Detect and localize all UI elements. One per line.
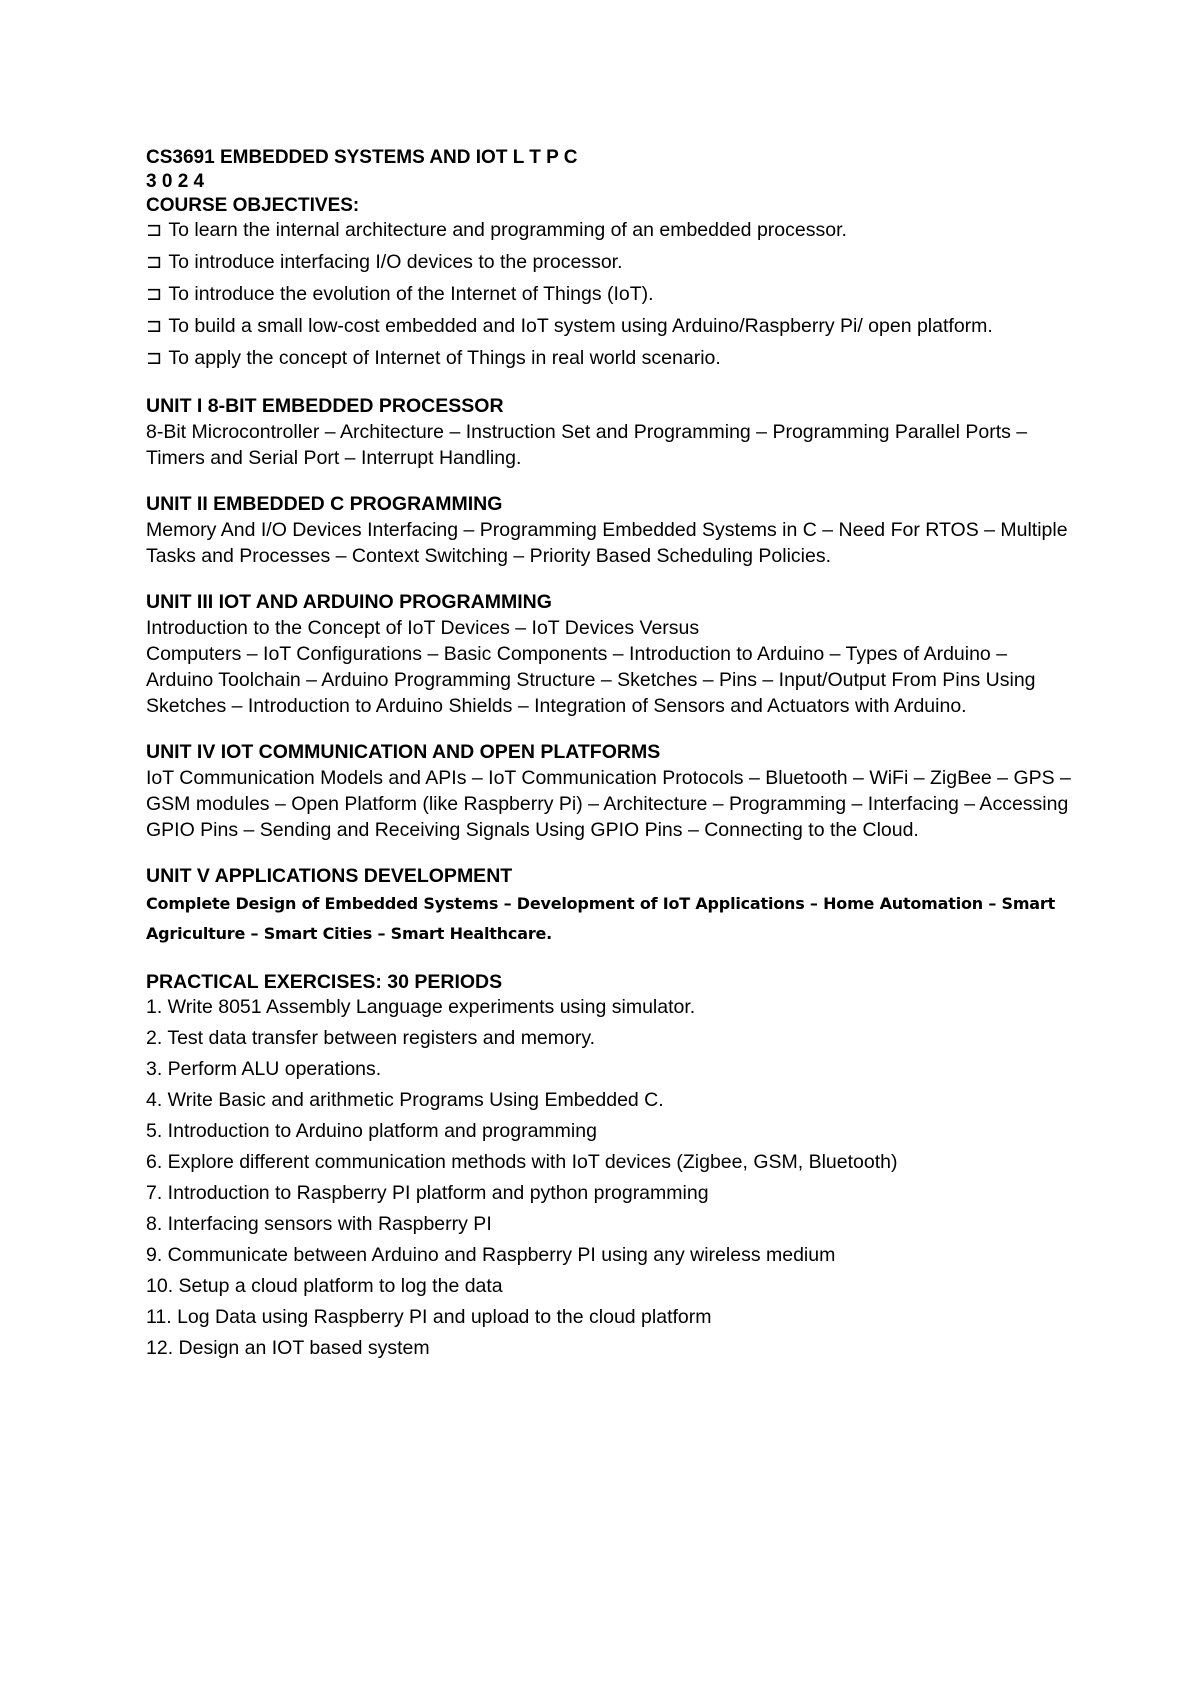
objective-text: To introduce the evolution of the Internet of Things (IoT). — [168, 283, 654, 305]
objective-item — [146, 346, 1076, 371]
bullet-icon: ⊐ — [146, 251, 163, 273]
objective-item — [146, 282, 1076, 307]
unit-1-section — [146, 394, 1076, 471]
exercise-item: 4. Write Basic and arithmetic Programs Using Embedded C. — [146, 1089, 664, 1111]
objective-item — [146, 218, 1076, 243]
unit-3-section — [146, 590, 1076, 719]
objectives-heading: COURSE OBJECTIVES: — [146, 195, 360, 216]
exercise-item: 1. Write 8051 Assembly Language experiments using simulator. — [146, 996, 696, 1018]
bullet-icon: ⊐ — [146, 315, 163, 337]
objectives-list — [146, 218, 1076, 371]
bullet-icon: ⊐ — [146, 347, 163, 369]
unit-2-heading: UNIT II EMBEDDED C PROGRAMMING — [146, 493, 503, 515]
exercise-item: 8. Interfacing sensors with Raspberry PI — [146, 1213, 492, 1235]
exercise-item: 11. Log Data using Raspberry PI and upload to the cloud platform — [146, 1306, 712, 1328]
unit-2-section — [146, 492, 1076, 569]
exercise-item: 12. Design an IOT based system — [146, 1337, 430, 1359]
unit-4-section — [146, 740, 1076, 843]
course-credits: 3 0 2 4 — [146, 171, 205, 192]
unit-3-body: Computers – IoT Configurations – Basic Components – Introduction to Arduino – Types of Arduino – Arduino Toolchain – Arduino Programming Structure – Sketches – Pins – Input/Output From Pins Using Sketches – Introduction to Arduino Shields – Integration of Sensors and Actuators with Arduino. — [146, 643, 1036, 717]
unit-4-body: IoT Communication Models and APIs – IoT Communication Protocols – Bluetooth – WiFi – ZigBee – GPS – GSM modules – Open Platform (like Raspberry Pi) – Architecture – Programming – Interfacing – Accessing GPIO Pins – Sending and Receiving Signals Using GPIO Pins – Connecting to the Cloud. — [146, 767, 1071, 841]
unit-5-heading: UNIT V APPLICATIONS DEVELOPMENT — [146, 865, 513, 887]
practical-heading: PRACTICAL EXERCISES: 30 PERIODS — [146, 971, 503, 993]
unit-1-heading: UNIT I 8-BIT EMBEDDED PROCESSOR — [146, 395, 504, 417]
objective-item — [146, 250, 1076, 275]
objective-text: To introduce interfacing I/O devices to the processor. — [168, 251, 623, 273]
unit-2-body: Memory And I/O Devices Interfacing – Programming Embedded Systems in C – Need For RTOS – Multiple Tasks and Processes – Context Switching – Priority Based Scheduling Policies. — [146, 519, 1068, 567]
objective-item — [146, 314, 1076, 339]
exercise-item: 7. Introduction to Raspberry PI platform and python programming — [146, 1182, 709, 1204]
document-page — [146, 146, 1076, 1367]
exercise-item: 5. Introduction to Arduino platform and programming — [146, 1120, 597, 1142]
objective-text: To build a small low-cost embedded and IoT system using Arduino/Raspberry Pi/ open platform. — [168, 315, 993, 337]
exercise-item: 9. Communicate between Arduino and Raspberry PI using any wireless medium — [146, 1244, 836, 1266]
course-title: CS3691 EMBEDDED SYSTEMS AND IOT L T P C — [146, 147, 578, 168]
exercise-item: 6. Explore different communication methods with IoT devices (Zigbee, GSM, Bluetooth) — [146, 1151, 898, 1173]
objective-text: To apply the concept of Internet of Things in real world scenario. — [168, 347, 721, 369]
exercise-item: 3. Perform ALU operations. — [146, 1058, 382, 1080]
bullet-icon: ⊐ — [146, 219, 163, 241]
unit-5-section — [146, 864, 1076, 949]
unit-3-heading: UNIT III IOT AND ARDUINO PROGRAMMING — [146, 591, 552, 613]
unit-1-body: 8-Bit Microcontroller – Architecture – Instruction Set and Programming – Programming Parallel Ports – Timers and Serial Port – Interrupt Handling. — [146, 421, 1028, 469]
exercise-item: 10. Setup a cloud platform to log the data — [146, 1275, 503, 1297]
bullet-icon: ⊐ — [146, 283, 163, 305]
unit-5-body: Complete Design of Embedded Systems – Development of IoT Applications – Home Automation – Smart Agriculture – Smart Cities – Smart Healthcare. — [146, 894, 1056, 943]
objective-text: To learn the internal architecture and programming of an embedded processor. — [168, 219, 847, 241]
practical-section — [146, 970, 1076, 1361]
unit-3-body-line1: Introduction to the Concept of IoT Devices – IoT Devices Versus — [146, 617, 700, 639]
exercise-item: 2. Test data transfer between registers and memory. — [146, 1027, 596, 1049]
unit-4-heading: UNIT IV IOT COMMUNICATION AND OPEN PLATFORMS — [146, 741, 661, 763]
